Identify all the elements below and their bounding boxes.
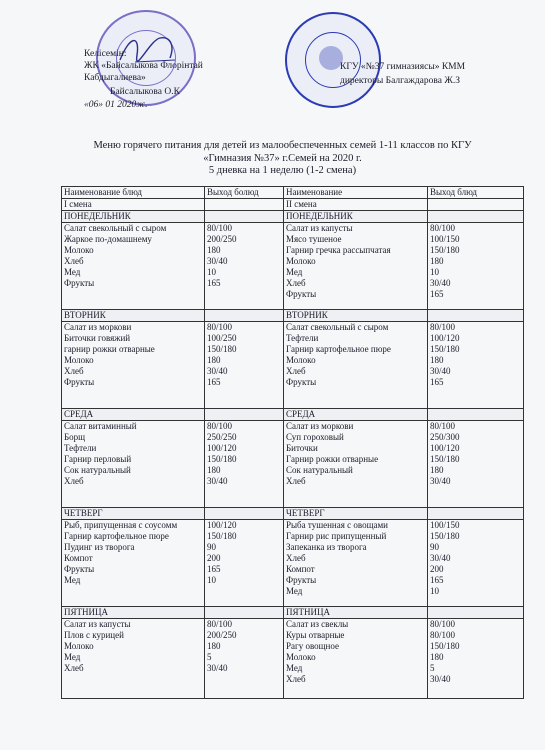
- approval-org-line2: Кабдыгалиева»: [84, 73, 146, 83]
- dish-name: Мед: [286, 663, 303, 673]
- dish-yield: 80/100: [430, 223, 456, 233]
- dish-name: Рагу овощное: [286, 641, 339, 651]
- day-name: СРЕДА: [284, 409, 428, 421]
- dish-yield: 180: [207, 245, 221, 255]
- dish-name: Салат из капусты: [286, 223, 353, 233]
- dish-name: Салат свекольный с сыром: [286, 322, 389, 332]
- dish-name: Фрукты: [286, 377, 317, 387]
- col-header-yield-2: Выход блюд: [428, 187, 524, 199]
- day-items-row: [62, 520, 524, 607]
- dish-list: [284, 223, 428, 310]
- dish-name: Хлеб: [286, 278, 306, 288]
- yield-list: [205, 520, 284, 607]
- director-line: директоры Балгаждарова Ж.З: [340, 76, 460, 86]
- dish-name: Хлеб: [286, 674, 306, 684]
- dish-name: Сок натуральный: [286, 465, 353, 475]
- dish-name: Рыба тушенная с овощами: [286, 520, 389, 530]
- dish-yield: 10: [207, 575, 216, 585]
- dish-name: Салат из моркови: [286, 421, 354, 431]
- dish-yield: 200/250: [207, 630, 237, 640]
- dish-yield: 100/120: [207, 443, 237, 453]
- dish-yield: 180: [430, 355, 444, 365]
- dish-name: Молоко: [286, 355, 316, 365]
- dish-name: Салат из свеклы: [286, 619, 349, 629]
- document-title: [60, 140, 505, 178]
- title-line-3: 5 дневка на 1 неделю (1-2 смена): [208, 165, 357, 176]
- dish-name: Мед: [286, 267, 303, 277]
- dish-name: Биточки говяжий: [64, 333, 131, 343]
- day-name: ЧЕТВЕРГ: [62, 508, 205, 520]
- dish-name: Мед: [64, 652, 81, 662]
- yield-list: [205, 322, 284, 409]
- day-row: [62, 310, 524, 322]
- dish-name: Гарнир гречка рассыпчатая: [286, 245, 391, 255]
- dish-name: Салат витаминный: [64, 421, 137, 431]
- dish-yield: 180: [430, 652, 444, 662]
- dish-yield: 30/40: [430, 366, 451, 376]
- dish-yield: 100/120: [430, 333, 460, 343]
- dish-yield: 165: [207, 278, 221, 288]
- dish-yield: 100/120: [207, 520, 237, 530]
- dish-yield: 100/250: [207, 333, 237, 343]
- approval-date: «06» 01 2020ж.: [84, 100, 148, 110]
- dish-yield: 180: [207, 355, 221, 365]
- approval-label: Келісемін:: [84, 49, 127, 59]
- day-row: [62, 409, 524, 421]
- dish-yield: 165: [207, 377, 221, 387]
- dish-yield: 5: [430, 663, 435, 673]
- dish-yield: 80/100: [430, 421, 456, 431]
- day-name: СРЕДА: [62, 409, 205, 421]
- dish-name: Сок натуральный: [64, 465, 131, 475]
- dish-name: Фрукты: [286, 289, 317, 299]
- dish-name: Молоко: [286, 256, 316, 266]
- title-line-1: Меню горячего питания для детей из малообеспеченных семей 1-11 классов по КГУ: [93, 140, 472, 151]
- dish-yield: 30/40: [430, 476, 451, 486]
- dish-yield: 165: [207, 564, 221, 574]
- dish-list: [284, 619, 428, 699]
- dish-list: [62, 520, 205, 607]
- dish-list: [62, 619, 205, 699]
- dish-list: [284, 421, 428, 508]
- dish-yield: 80/100: [430, 322, 456, 332]
- day-items-row: [62, 322, 524, 409]
- dish-yield: 10: [430, 586, 439, 596]
- dish-yield: 165: [430, 575, 444, 585]
- dish-yield: 150/180: [430, 245, 460, 255]
- dish-yield: 165: [430, 289, 444, 299]
- dish-name: Хлеб: [286, 476, 306, 486]
- yield-list: [428, 322, 524, 409]
- dish-yield: 250/300: [430, 432, 460, 442]
- shift-1-label: I смена: [62, 199, 205, 211]
- dish-yield: 30/40: [430, 553, 451, 563]
- yield-list: [428, 619, 524, 699]
- dish-list: [62, 421, 205, 508]
- dish-name: Гарнир перловый: [64, 454, 132, 464]
- dish-name: Хлеб: [64, 366, 84, 376]
- dish-name: Фрукты: [64, 278, 95, 288]
- dish-yield: 80/100: [430, 630, 456, 640]
- dish-yield: 10: [207, 267, 216, 277]
- dish-name: гарнир рожки отварные: [64, 344, 155, 354]
- dish-yield: 165: [430, 377, 444, 387]
- dish-name: Тефтели: [286, 333, 319, 343]
- dish-name: Гарнир рис припущенный: [286, 531, 387, 541]
- dish-yield: 100/120: [430, 443, 460, 453]
- day-name: ЧЕТВЕРГ: [284, 508, 428, 520]
- dish-list: [62, 223, 205, 310]
- day-items-row: [62, 619, 524, 699]
- dish-name: Молоко: [286, 652, 316, 662]
- dish-yield: 180: [207, 641, 221, 651]
- title-line-2: «Гимназия №37» г.Семей на 2020 г.: [203, 152, 362, 164]
- dish-yield: 200: [430, 564, 444, 574]
- day-name: ПЯТНИЦА: [284, 607, 428, 619]
- dish-name: Хлеб: [64, 256, 84, 266]
- dish-name: Гарнир рожки отварные: [286, 454, 379, 464]
- dish-yield: 80/100: [207, 322, 233, 332]
- dish-name: Мед: [64, 267, 81, 277]
- yield-list: [428, 223, 524, 310]
- day-row: [62, 607, 524, 619]
- dish-name: Гарнир картофельное пюре: [286, 344, 391, 354]
- menu-table: [61, 186, 524, 699]
- dish-name: Мед: [64, 575, 81, 585]
- dish-name: Борщ: [64, 432, 86, 442]
- dish-yield: 10: [430, 267, 439, 277]
- yield-list: [428, 520, 524, 607]
- dish-name: Хлеб: [286, 553, 306, 563]
- dish-name: Салат из капусты: [64, 619, 131, 629]
- dish-yield: 90: [207, 542, 216, 552]
- dish-list: [62, 322, 205, 409]
- dish-name: Фрукты: [64, 564, 95, 574]
- dish-name: Гарнир картофельное пюре: [64, 531, 169, 541]
- dish-name: Жаркое по-домашнему: [64, 234, 152, 244]
- dish-yield: 30/40: [207, 366, 228, 376]
- dish-yield: 30/40: [207, 256, 228, 266]
- dish-yield: 200/250: [207, 234, 237, 244]
- right-round-stamp: [285, 12, 381, 108]
- dish-yield: 100/150: [430, 520, 460, 530]
- yield-list: [205, 421, 284, 508]
- dish-list: [284, 322, 428, 409]
- dish-name: Биточки: [286, 443, 318, 453]
- dish-yield: 80/100: [430, 619, 456, 629]
- dish-yield: 250/250: [207, 432, 237, 442]
- approval-org-line1: ЖК «Байсалыкова Флорінтай: [84, 61, 203, 71]
- dish-name: Тефтели: [64, 443, 97, 453]
- dish-name: Запеканка из творога: [286, 542, 367, 552]
- day-row: [62, 211, 524, 223]
- dish-name: Хлеб: [286, 366, 306, 376]
- dish-yield: 150/180: [207, 454, 237, 464]
- dish-yield: 180: [430, 256, 444, 266]
- dish-yield: 80/100: [207, 223, 233, 233]
- day-row: [62, 508, 524, 520]
- dish-yield: 180: [430, 465, 444, 475]
- dish-name: Хлеб: [64, 476, 84, 486]
- yield-list: [428, 421, 524, 508]
- dish-name: Куры отварные: [286, 630, 345, 640]
- dish-yield: 150/180: [207, 344, 237, 354]
- col-header-yield-1: Выход болюд: [205, 187, 284, 199]
- day-name: ПЯТНИЦА: [62, 607, 205, 619]
- shift-row: [62, 199, 524, 211]
- dish-name: Салат свекольный с сыром: [64, 223, 167, 233]
- dish-name: Суп гороховый: [286, 432, 344, 442]
- dish-name: Мед: [286, 586, 303, 596]
- dish-yield: 80/100: [207, 619, 233, 629]
- dish-name: Салат из моркови: [64, 322, 132, 332]
- col-header-name-2: Наименование: [284, 187, 428, 199]
- dish-list: [284, 520, 428, 607]
- col-header-name-1: Наименование блюд: [62, 187, 205, 199]
- dish-yield: 90: [430, 542, 439, 552]
- dish-name: Молоко: [64, 641, 94, 651]
- dish-name: Молоко: [64, 245, 94, 255]
- dish-yield: 100/150: [430, 234, 460, 244]
- dish-yield: 180: [207, 465, 221, 475]
- dish-name: Мясо тушеное: [286, 234, 342, 244]
- dish-name: Хлеб: [64, 663, 84, 673]
- approval-name: Байсалыкова О.К: [110, 87, 180, 97]
- dish-yield: 150/180: [430, 454, 460, 464]
- day-name: ПОНЕДЕЛЬНИК: [284, 211, 428, 223]
- table-header-row: [62, 187, 524, 199]
- school-line: КГУ «№37 гимназиясы» КММ: [340, 62, 466, 72]
- dish-yield: 150/180: [430, 344, 460, 354]
- dish-yield: 5: [207, 652, 212, 662]
- dish-yield: 30/40: [430, 278, 451, 288]
- dish-name: Пудинг из творога: [64, 542, 135, 552]
- dish-yield: 30/40: [207, 476, 228, 486]
- yield-list: [205, 619, 284, 699]
- dish-yield: 150/180: [430, 531, 460, 541]
- dish-name: Плов с курицей: [64, 630, 124, 640]
- shift-2-label: II смена: [284, 199, 428, 211]
- dish-yield: 200: [207, 553, 221, 563]
- day-items-row: [62, 421, 524, 508]
- dish-yield: 150/180: [430, 641, 460, 651]
- dish-name: Фрукты: [286, 575, 317, 585]
- day-name: ВТОРНИК: [62, 310, 205, 322]
- yield-list: [205, 223, 284, 310]
- dish-name: Фрукты: [64, 377, 95, 387]
- dish-yield: 30/40: [430, 674, 451, 684]
- dish-name: Рыб, припущенная с соусомм: [64, 520, 178, 530]
- dish-name: Молоко: [64, 355, 94, 365]
- dish-name: Компот: [64, 553, 93, 563]
- day-items-row: [62, 223, 524, 310]
- dish-yield: 80/100: [207, 421, 233, 431]
- day-name: ПОНЕДЕЛЬНИК: [62, 211, 205, 223]
- dish-yield: 30/40: [207, 663, 228, 673]
- dish-yield: 150/180: [207, 531, 237, 541]
- day-name: ВТОРНИК: [284, 310, 428, 322]
- dish-name: Компот: [286, 564, 315, 574]
